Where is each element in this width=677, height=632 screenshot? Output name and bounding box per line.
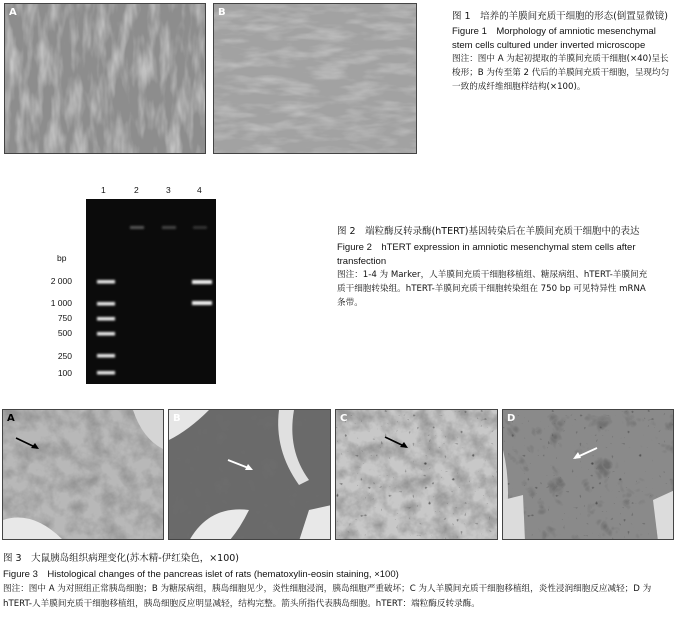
figure1-note: 图注：图中 A 为起初提取的羊膜间充质干细胞(×40)呈长梭形；B 为传至第 2 代后的羊膜间充质干细胞，呈现均匀一致的成纤维细胞样结构(×100)。 [452,54,670,92]
figure1-caption [452,10,674,94]
histology-image-a [3,410,164,540]
figure2-note: 图注：1-4 为 Marker，人羊膜间充质干细胞移植组、糖尿病组、hTERT-羊膜间充质干细胞转染组。hTERT-羊膜间充质干细胞转染组在 750 bp 可见特异性 mRNA 条带。 [337,270,648,308]
figure1-title-cn: 图 1 培养的羊膜间充质干细胞的形态(倒置显微镜) [452,11,668,22]
cell-culture-image-b [214,4,417,154]
figure3-caption [3,552,673,612]
panel-label-c: C [340,413,348,424]
lane-number: 1 [101,185,106,195]
histology-image-b [169,410,331,540]
figure2-title-cn: 图 2 端粒酶反转录酶(hTERT)基因转染后在羊膜间充质干细胞中的表达 [337,226,640,237]
arrow-icon [227,458,255,474]
figure1-panel-b [213,3,417,154]
gel-bands [86,199,216,384]
marker-label: 1 000 [50,298,72,308]
figure3-panel-a [2,409,164,540]
figure3-panel-d [502,409,674,540]
figure2-caption [337,225,655,310]
cell-culture-image-a [5,4,206,154]
panel-label-b: B [218,7,226,18]
arrow-icon [15,436,41,452]
panel-label-d: D [507,413,516,424]
bp-unit-label: bp [57,253,67,263]
figure3-note: 图注：图中 A 为对照组正常胰岛细胞；B 为糖尿病组，胰岛细胞见少，炎性细胞浸润，胰岛细胞严重破坏；C 为人羊膜间充质干细胞移植组，炎性浸润细胞反应减轻；D 为 hTERT-人羊膜间充质干细胞移植组，胰岛细胞反应明显减轻，结构完整。箭头所指代表胰岛细胞。hTERT：端粒酶反转录酶。 [3,583,652,609]
arrow-icon [571,446,599,462]
figure1-panel-a [4,3,206,154]
figure3-title-en: Figure 3 Histological changes of the pancreas islet of rats (hematoxylin-eosin staining, ×100) [3,569,399,580]
lane-number: 2 [134,185,139,195]
histology-image-d [503,410,674,540]
marker-label: 750 [57,313,72,323]
figure3-panel-b [168,409,331,540]
figure3-panel-c [335,409,498,540]
figure3-title-cn: 图 3 大鼠胰岛组织病理变化(苏木精-伊红染色，×100) [3,553,239,564]
figure1-title-en: Figure 1 Morphology of amniotic mesenchymal stem cells cultured under inverted microscope [452,26,656,51]
panel-label-a: A [9,7,17,18]
marker-label: 100 [57,368,72,378]
panel-label-a: A [7,413,15,424]
marker-label: 250 [57,351,72,361]
arrow-icon [384,435,410,451]
marker-label: 500 [57,328,72,338]
histology-image-c [336,410,498,540]
panel-label-b: B [173,413,181,424]
figure2-title-en: Figure 2 hTERT expression in amniotic mesenchymal stem cells after transfection [337,242,636,267]
lane-number: 4 [197,185,202,195]
marker-label: 2 000 [50,276,72,286]
lane-number: 3 [166,185,171,195]
gel-electrophoresis-image [86,199,216,384]
